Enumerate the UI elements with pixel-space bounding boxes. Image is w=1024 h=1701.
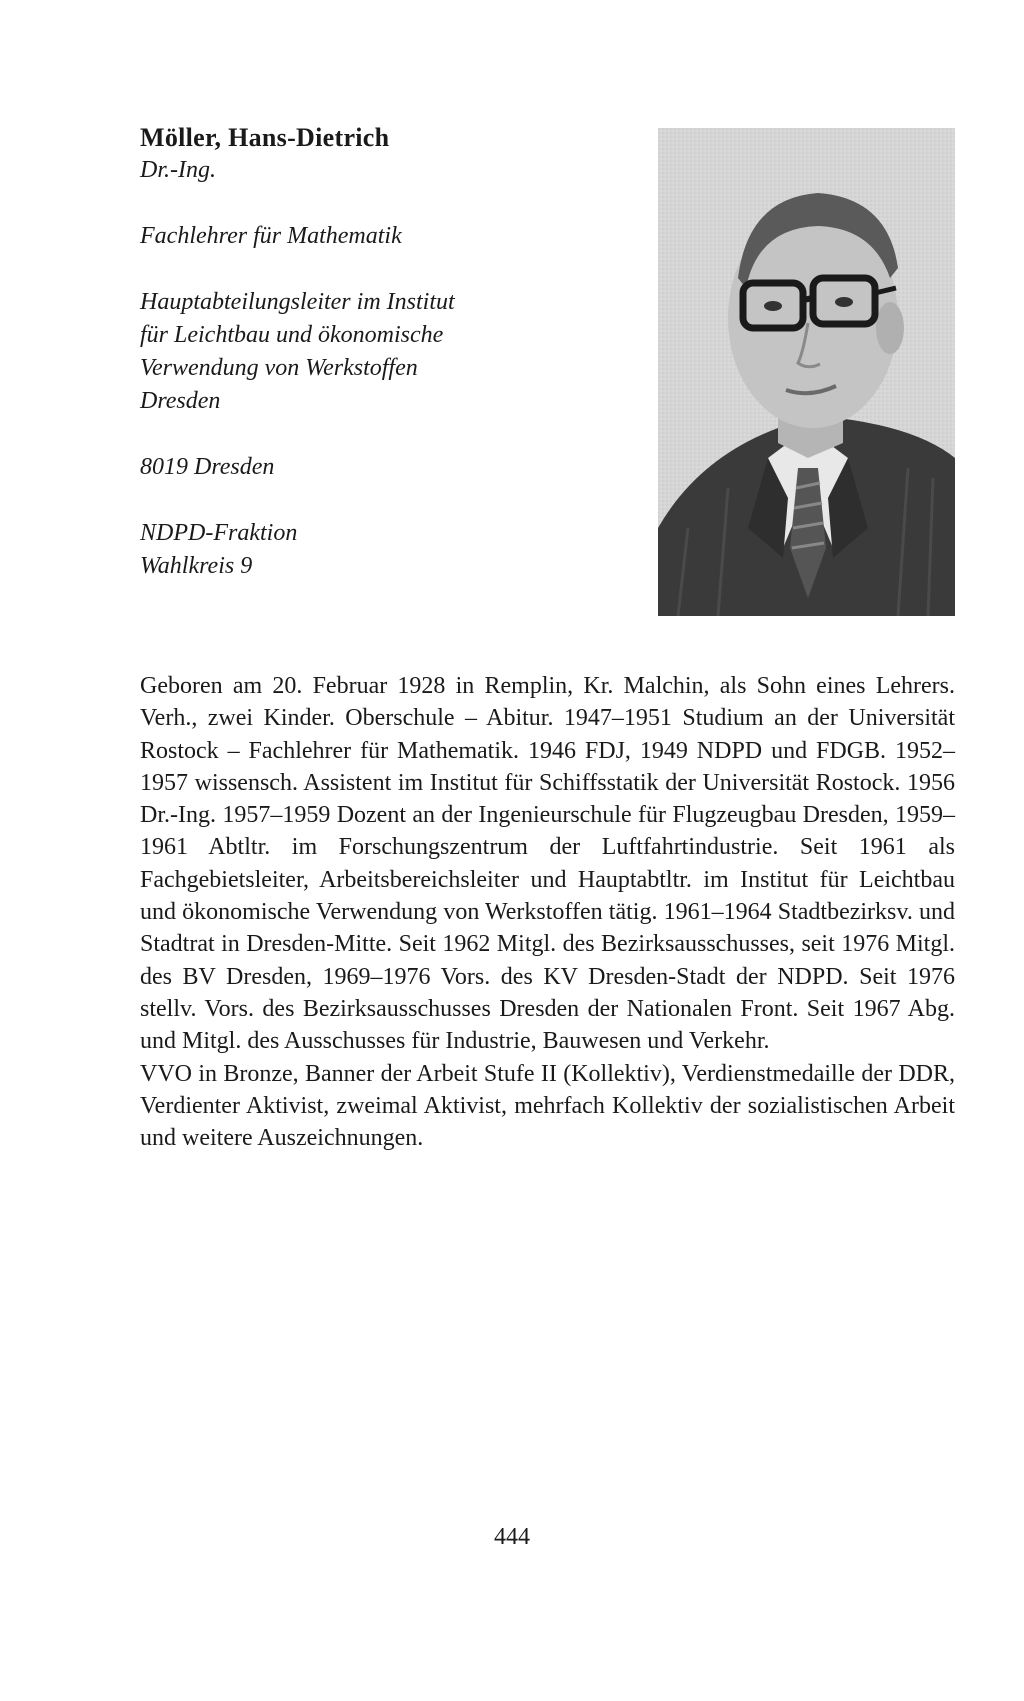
biography-paragraph: Geboren am 20. Februar 1928 in Remplin, Kr. Malchin, als Sohn eines Lehrers. Verh., zwei Kinder. Oberschule – Abitur. 1947–1951 Studium an der Universität Rostock – Fachlehrer für Mathematik. 1946 FDJ, 1949 NDPD und FDGB. 1952–1957 wissensch. Assistent im Institut für Schiffsstatik der Universität Rostock. 1956 Dr.-Ing. 1957–1959 Dozent an der Ingenieurschule für Flugzeugbau Dresden, 1959–1961 Abtltr. im Forschungszentrum der Luftfahrtindustrie. Seit 1961 als Fachgebietsleiter, Arbeitsbereichsleiter und Hauptabtltr. im Institut für Leichtbau und ökonomische Verwendung von Werkstoffen tätig. 1961–1964 Stadtbezirksv. und Stadtrat in Dresden-Mitte. Seit 1962 Mitgl. des Bezirksausschusses, seit 1976 Mitgl. des BV Dresden, 1969–1976 Vors. des KV Dresden-Stadt der NDPD. Seit 1976 stellv. Vors. des Bezirksausschusses Dresden der Nationalen Front. Seit 1967 Abg. und Mitgl. des Ausschusses für Industrie, Bauwesen und Verkehr. (140, 673, 955, 1055)
academic-title: Dr.-Ing. (140, 157, 216, 183)
position-line: Hauptabteilungsleiter im Institut (140, 289, 455, 315)
biography (140, 670, 955, 1154)
position-line: für Leichtbau und ökonomische (140, 322, 444, 348)
portrait-photo (658, 128, 955, 616)
page-number: 444 (494, 1524, 530, 1550)
fraction: NDPD-Fraktion (140, 520, 298, 546)
person-name: Möller, Hans-Dietrich (140, 123, 390, 152)
portrait-icon (658, 128, 955, 616)
address: 8019 Dresden (140, 454, 275, 480)
position-line: Verwendung von Werkstoffen (140, 355, 418, 381)
profession: Fachlehrer für Mathematik (140, 223, 402, 249)
awards-paragraph: VVO in Bronze, Banner der Arbeit Stufe II (Kollektiv), Verdienstmedaille der DDR, Verdienter Aktivist, zweimal Aktivist, mehrfach Kollektiv der sozialistischen Arbeit und weitere Auszeichnungen. (140, 1060, 955, 1152)
entry-header (140, 122, 640, 583)
constituency: Wahlkreis 9 (140, 553, 253, 579)
position-line: Dresden (140, 388, 221, 414)
